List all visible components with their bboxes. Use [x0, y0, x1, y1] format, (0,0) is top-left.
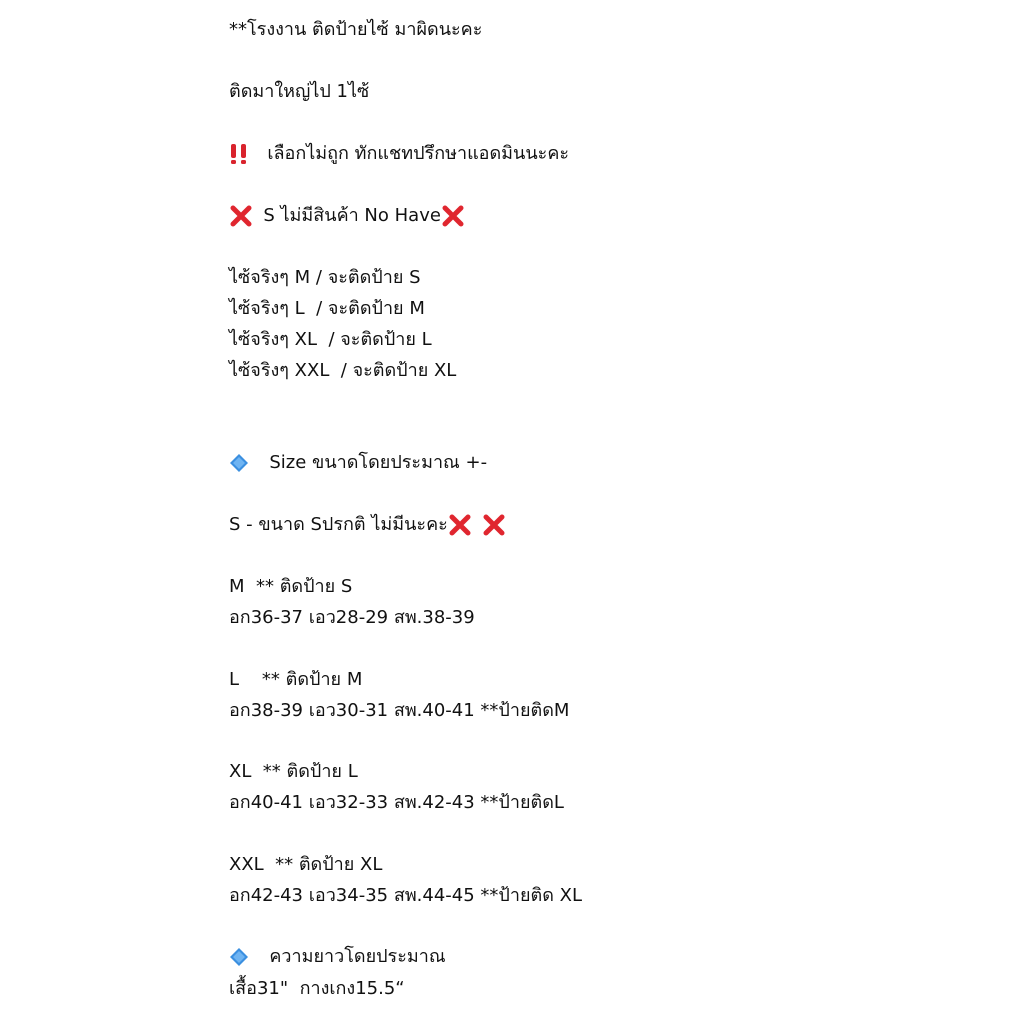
blue-diamond-icon	[229, 401, 263, 525]
red-cross-icon	[448, 461, 482, 589]
length-heading-text: ความยาวโดยประมาณ	[269, 946, 446, 967]
size-xxl-measurements-line	[229, 883, 582, 909]
size-xl-label-line	[229, 759, 358, 785]
document-body	[229, 0, 1009, 1024]
length-values-text: เสื้อ31" กางเกง15.5“	[229, 978, 405, 999]
size-xxl-measurements-text: อก42-43 เอว34-35 สพ.44-45 **ป้ายติด XL	[229, 885, 582, 906]
real-size-xl-line	[229, 327, 432, 353]
size-heading-text: Size ขนาดโดยประมาณ +-	[269, 452, 488, 473]
no-size-s-text: S ไม่มีสินค้า No Have	[263, 205, 441, 226]
size-up-note-text: ติดมาใหญ่ไป 1ไซ้	[229, 81, 370, 102]
consult-admin-line	[229, 141, 569, 167]
real-size-m-line	[229, 265, 421, 291]
size-l-measurements-text: อก38-39 เอว30-31 สพ.40-41 **ป้ายติดM	[229, 700, 570, 721]
factory-note-line	[229, 17, 482, 43]
size-m-measurements-text: อก36-37 เอว28-29 สพ.38-39	[229, 607, 475, 628]
red-cross-icon	[229, 152, 263, 280]
real-size-xl-text: ไซ้จริงๆ XL / จะติดป้าย L	[229, 329, 432, 350]
size-xl-measurements-text: อก40-41 เอว32-33 สพ.42-43 **ป้ายติดL	[229, 792, 564, 813]
size-m-label-text: M ** ติดป้าย S	[229, 576, 353, 597]
red-cross-icon	[441, 152, 475, 280]
consult-admin-text: เลือกไม่ถูก ทักแชทปรึกษาแอดมินนะคะ	[267, 143, 570, 164]
size-s-unavailable-text: S - ขนาด Sปรกติ ไม่มีนะคะ	[229, 514, 448, 535]
real-size-l-line	[229, 296, 425, 322]
length-values-line	[229, 976, 405, 1002]
size-l-label-line	[229, 667, 362, 693]
size-m-measurements-line	[229, 605, 475, 631]
red-cross-icon	[482, 461, 516, 589]
size-xl-measurements-line	[229, 790, 564, 816]
size-l-measurements-line	[229, 698, 569, 724]
length-heading-line	[229, 944, 446, 970]
real-size-l-text: ไซ้จริงๆ L / จะติดป้าย M	[229, 298, 425, 319]
size-l-label-text: L ** ติดป้าย M	[229, 669, 363, 690]
factory-note-text: **โรงงาน ติดป้ายไซ้ มาผิดนะคะ	[229, 19, 483, 40]
real-size-xxl-line	[229, 358, 456, 384]
size-xxl-label-line	[229, 852, 382, 878]
size-xxl-label-text: XXL ** ติดป้าย XL	[229, 854, 383, 875]
no-size-s-line	[229, 203, 475, 229]
real-size-xxl-text: ไซ้จริงๆ XXL / จะติดป้าย XL	[229, 360, 457, 381]
size-xl-label-text: XL ** ติดป้าย L	[229, 761, 358, 782]
size-s-unavailable-line	[229, 512, 516, 538]
size-m-label-line	[229, 574, 352, 600]
real-size-m-text: ไซ้จริงๆ M / จะติดป้าย S	[229, 267, 421, 288]
